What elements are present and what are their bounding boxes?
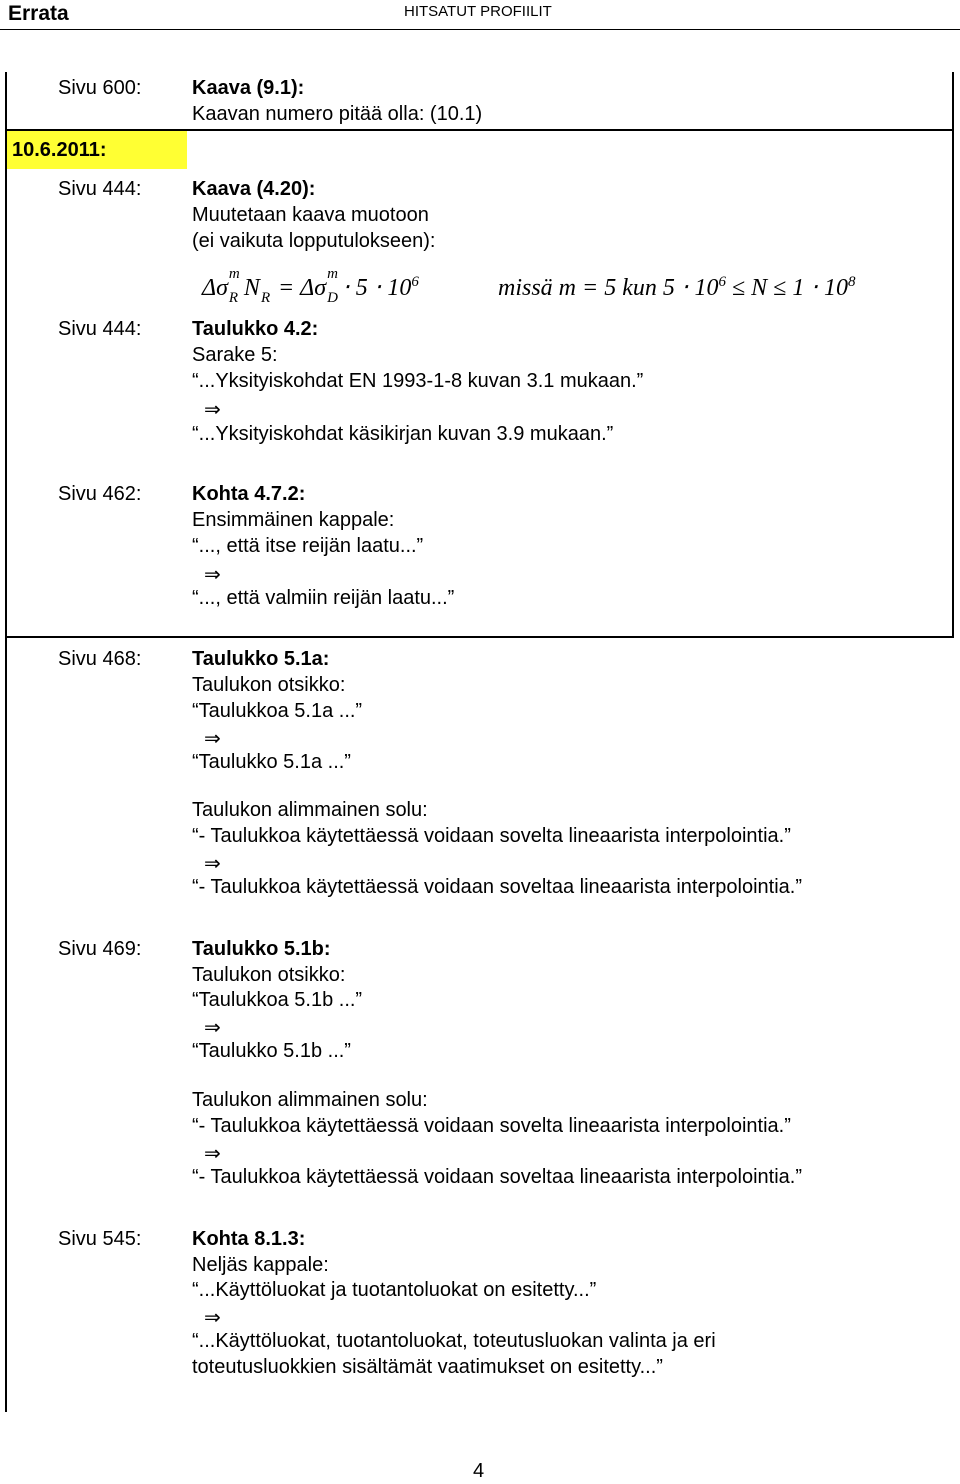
- entry-text: Taulukon alimmainen solu:: [192, 799, 428, 821]
- implies-arrow-icon: ⇒: [204, 562, 221, 586]
- new-text: “- Taulukkoa käytettäessä voidaan soveltaa lineaarista interpolointia.”: [192, 1166, 802, 1188]
- entry-page: Sivu 600:: [58, 77, 142, 99]
- entry-page: Sivu 444:: [58, 178, 142, 200]
- rule-2: [7, 636, 954, 638]
- new-text-continued: toteutusluokkien sisältämät vaatimukset on esitetty...”: [192, 1356, 663, 1378]
- entry-heading: Kohta 4.7.2:: [192, 483, 306, 505]
- right-border-mid: [952, 131, 954, 636]
- document-title: Errata: [8, 2, 69, 25]
- entry-heading: Taulukko 4.2:: [192, 318, 319, 340]
- new-text: “Taulukko 5.1a ...”: [192, 751, 351, 773]
- old-text: “...Yksityiskohdat EN 1993-1-8 kuvan 3.1 mukaan.”: [192, 370, 644, 392]
- implies-arrow-icon: ⇒: [204, 1305, 221, 1329]
- entry-text: Kaavan numero pitää olla: (10.1): [192, 103, 483, 125]
- implies-arrow-icon: ⇒: [204, 726, 221, 750]
- implies-arrow-icon: ⇒: [204, 851, 221, 875]
- old-text: “Taulukkoa 5.1a ...”: [192, 700, 363, 722]
- date-label: 10.6.2011:: [12, 139, 107, 161]
- old-text: “- Taulukkoa käytettäessä voidaan sovelta lineaarista interpolointia.”: [192, 825, 791, 847]
- entry-heading: Taulukko 5.1a:: [192, 648, 330, 670]
- left-border: [5, 72, 7, 1412]
- new-text: “...Yksityiskohdat käsikirjan kuvan 3.9 mukaan.”: [192, 423, 614, 445]
- fatigue-formula: Δσ m R N R = Δσ m D ⋅ $5 \cdot 10^6$: [202, 266, 419, 306]
- implies-arrow-icon: ⇒: [204, 1141, 221, 1165]
- entry-page: Sivu 444:: [58, 318, 142, 340]
- entry-text: Taulukon alimmainen solu:: [192, 1089, 428, 1111]
- new-text: “Taulukko 5.1b ...”: [192, 1040, 351, 1062]
- entry-page: Sivu 469:: [58, 938, 142, 960]
- entry-heading: Kaava (9.1):: [192, 77, 305, 99]
- entry-text: Taulukon otsikko:: [192, 674, 346, 696]
- old-text: “..., että itse reijän laatu...”: [192, 535, 424, 557]
- entry-text: Ensimmäinen kappale:: [192, 509, 395, 531]
- entry-page: Sivu 468:: [58, 648, 142, 670]
- page-number: 4: [473, 1460, 485, 1482]
- entry-text: Taulukon otsikko:: [192, 964, 346, 986]
- document-subtitle: HITSATUT PROFIILIT: [404, 3, 552, 20]
- header-rule: [0, 29, 960, 30]
- entry-text: Sarake 5:: [192, 344, 278, 366]
- entry-text: Muutetaan kaava muotoon: [192, 204, 429, 226]
- new-text: “...Käyttöluokat, tuotantoluokat, toteutusluokan valinta ja eri: [192, 1330, 716, 1352]
- entry-heading: Kaava (4.20):: [192, 178, 316, 200]
- entry-text: Neljäs kappale:: [192, 1254, 329, 1276]
- new-text: “- Taulukkoa käytettäessä voidaan soveltaa lineaarista interpolointia.”: [192, 876, 802, 898]
- formula-condition: missä m = 5 kun $5 \cdot 10^6 \le N \le 1 \cdot 10^8$: [498, 274, 856, 301]
- implies-arrow-icon: ⇒: [204, 397, 221, 421]
- old-text: “...Käyttöluokat ja tuotantoluokat on esitetty...”: [192, 1279, 597, 1301]
- entry-page: Sivu 545:: [58, 1228, 142, 1250]
- implies-arrow-icon: ⇒: [204, 1015, 221, 1039]
- right-border-top: [952, 72, 954, 131]
- entry-text: (ei vaikuta lopputulokseen):: [192, 230, 436, 252]
- entry-heading: Kohta 8.1.3:: [192, 1228, 306, 1250]
- entry-heading: Taulukko 5.1b:: [192, 938, 331, 960]
- old-text: “- Taulukkoa käytettäessä voidaan sovelta lineaarista interpolointia.”: [192, 1115, 791, 1137]
- old-text: “Taulukkoa 5.1b ...”: [192, 989, 363, 1011]
- new-text: “..., että valmiin reijän laatu...”: [192, 587, 455, 609]
- entry-page: Sivu 462:: [58, 483, 142, 505]
